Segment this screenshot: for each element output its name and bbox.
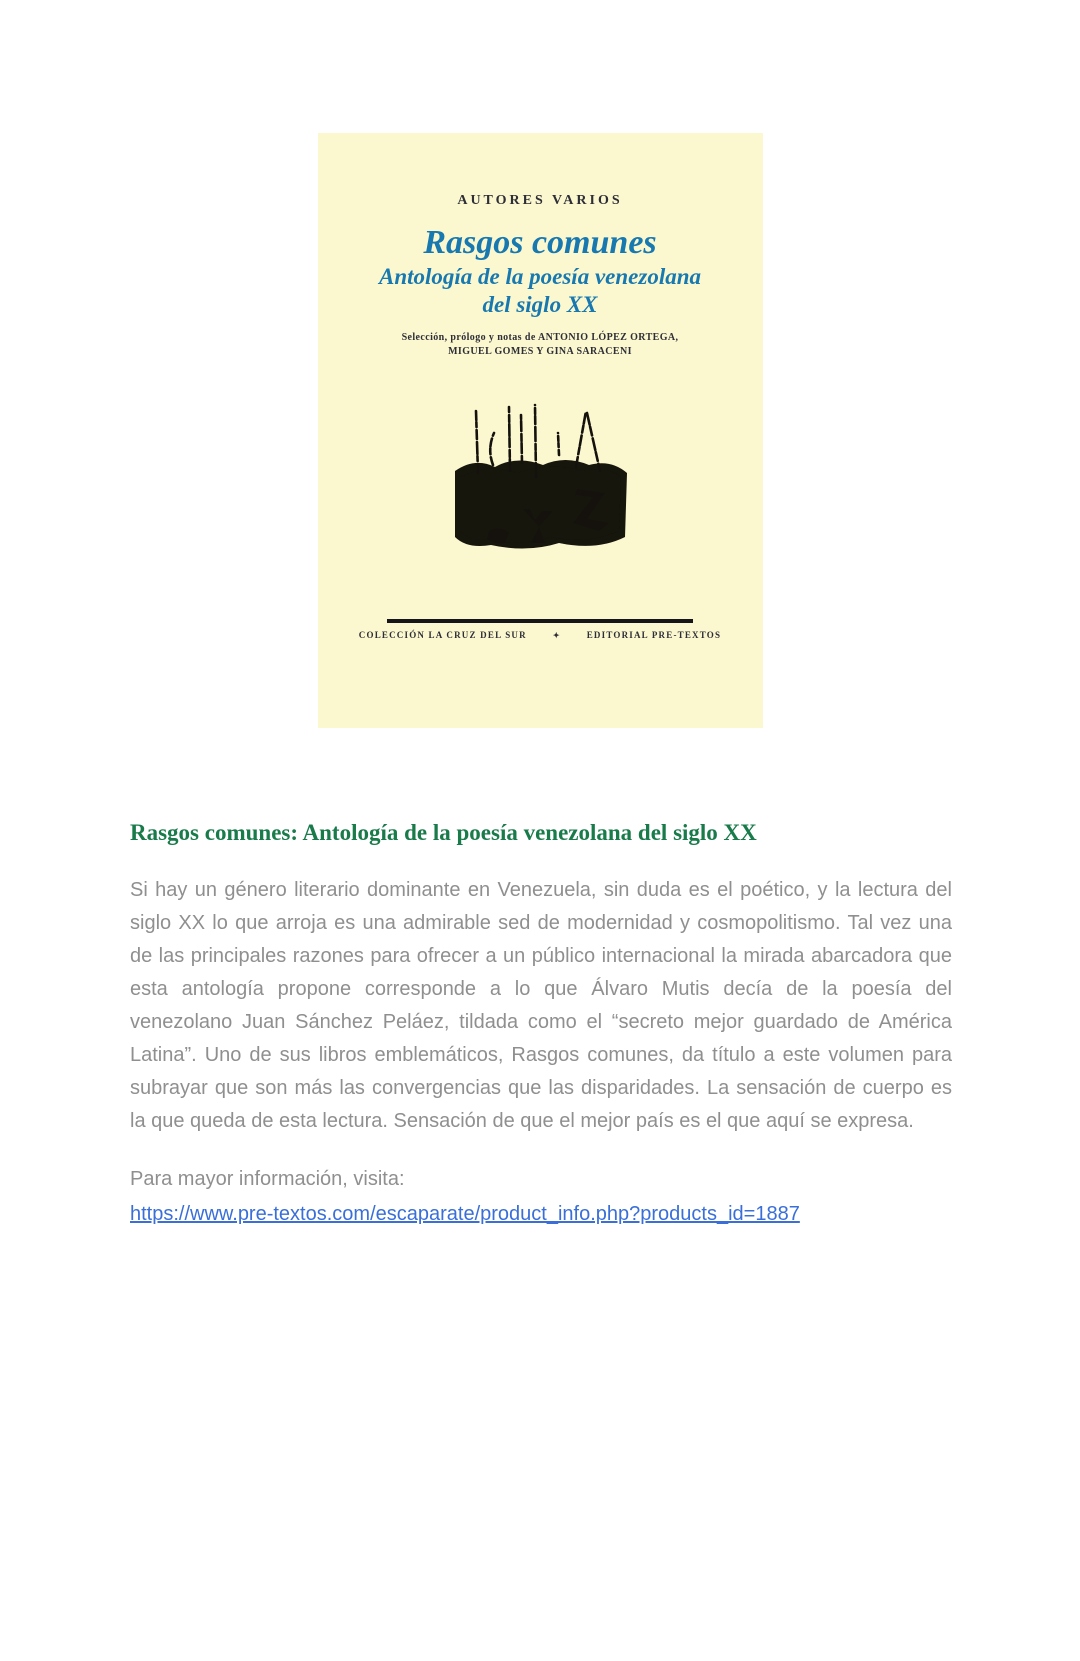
page-title: Rasgos comunes: Antología de la poesía venezolana del siglo XX — [130, 820, 757, 845]
cover-credits — [318, 331, 763, 359]
cover-author: AUTORES VARIOS — [457, 193, 623, 208]
info-label: Para mayor información, visita: — [130, 1168, 405, 1190]
cover-subtitle-line1: Antología de la poesía venezolana — [379, 264, 701, 289]
etching-svg — [447, 403, 633, 558]
cover-credits-line1: Selección, prólogo y notas de ANTONIO LÓPEZ ORTEGA, — [401, 332, 679, 343]
book-cover — [318, 133, 763, 728]
abstract-etching-illustration — [447, 403, 633, 558]
document-page — [0, 133, 1080, 1661]
description-paragraph: Si hay un género literario dominante en Venezuela, sin duda es el poético, y la lectura del siglo XX lo que arroja es una admirable sed de modernidad y cosmopolitismo. Tal vez una de las principales razones para ofrecer a un público internacional la mirada abarcadora que esta antología propone corresponde a lo que Álvaro Mutis decía de la poesía del venezolano Juan Sánchez Peláez, tildada como el “secreto mejor guardado de América Latina”. Uno de sus libros emblemáticos, Rasgos comunes, da título a este volumen para subrayar que son más las convergencias que las disparidades. La sensación de cuerpo es la que queda de esta lectura. Sensación de que el mejor país es el que aquí se expresa. — [130, 879, 952, 1132]
diamond-separator-icon: ✦ — [552, 630, 561, 640]
cover-credits-line2: MIGUEL GOMES Y GINA SARACENI — [448, 346, 632, 357]
colophon-rule — [387, 619, 693, 623]
colophon-text — [318, 630, 763, 640]
product-info-link[interactable]: https://www.pre-textos.com/escaparate/product_info.php?products_id=1887 — [130, 1203, 800, 1225]
cover-colophon — [318, 619, 763, 640]
colophon-publisher-label: EDITORIAL PRE-TEXTOS — [586, 630, 722, 640]
colophon-collection-label: COLECCIÓN LA CRUZ DEL SUR — [358, 630, 527, 640]
article-section — [130, 818, 952, 1229]
cover-title: Rasgos comunes — [423, 224, 657, 261]
cover-subtitle-line2: del siglo XX — [482, 292, 598, 317]
